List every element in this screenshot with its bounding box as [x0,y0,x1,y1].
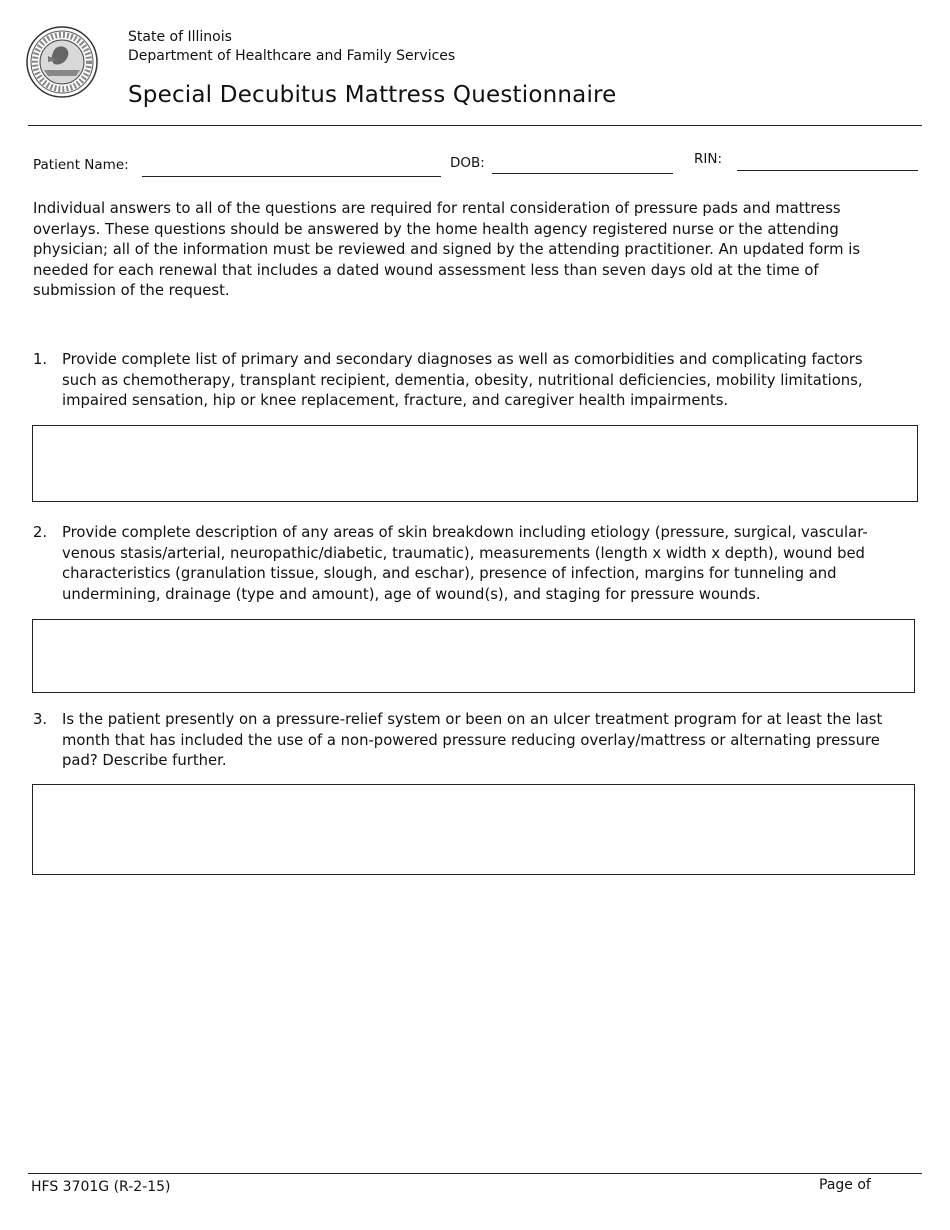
dob-input[interactable] [492,156,677,173]
dob-label: DOB: [450,155,485,171]
page-title: Special Decubitus Mattress Questionnaire [128,82,617,108]
rin-label: RIN: [694,151,723,167]
page-number: Page of [819,1177,871,1193]
question-2-answer-box[interactable] [32,619,915,693]
question-1-answer-box[interactable] [32,425,918,502]
rin-input[interactable] [737,153,922,170]
agency-block [128,28,455,66]
dob-field[interactable] [492,173,673,174]
department-name: Department of Healthcare and Family Services [128,48,456,64]
footer-divider [28,1173,922,1174]
state-seal-icon [26,26,98,98]
patient-name-field[interactable] [142,176,441,177]
question-1-text: Provide complete list of primary and secondary diagnoses as well as comorbidities and complicating factors such as chemotherapy, transplant recipient, dementia, obesity, nutritional deficiencies, mobility limitations, impaired sensation, hip or knee replacement, fracture, and caregiver health impairments. [62,351,863,410]
question-3-number: 3. [33,711,48,728]
question-2-text: Provide complete description of any areas of skin breakdown including etiology (pressure, surgical, vascular-venous stasis/arterial, neuropathic/diabetic, traumatic), measurements (length x width x depth), wound bed characteristics (granulation tissue, slough, and eschar), presence of infection, margins for tunneling and undermining, drainage (type and amount), age of wound(s), and staging for pressure wounds. [62,524,868,603]
rin-field[interactable] [737,170,918,171]
form-id: HFS 3701G (R-2-15) [31,1179,171,1195]
question-3-text: Is the patient presently on a pressure-relief system or been on an ulcer treatment program for at least the last month that has included the use of a non-powered pressure reducing overlay/mattress or alternating pressure pad? Describe further. [62,711,883,770]
header-divider [28,125,922,126]
instructions-paragraph: Individual answers to all of the questions are required for rental consideration of pressure pads and mattress overlays. These questions should be answered by the home health agency registered nurse or the attending physician; all of the information must be reviewed and signed by the attending practitioner. An updated form is needed for each renewal that includes a dated wound assessment less than seven days old at the time of submission of the request. [33,200,861,300]
question-3-answer-box[interactable] [32,784,915,875]
question-3 [33,710,893,772]
question-1-number: 1. [33,351,48,368]
state-name: State of Illinois [128,29,232,45]
patient-name-label: Patient Name: [33,157,129,173]
question-1 [33,350,893,412]
patient-name-input[interactable] [142,159,445,176]
question-2-number: 2. [33,524,48,541]
question-2 [33,523,893,605]
